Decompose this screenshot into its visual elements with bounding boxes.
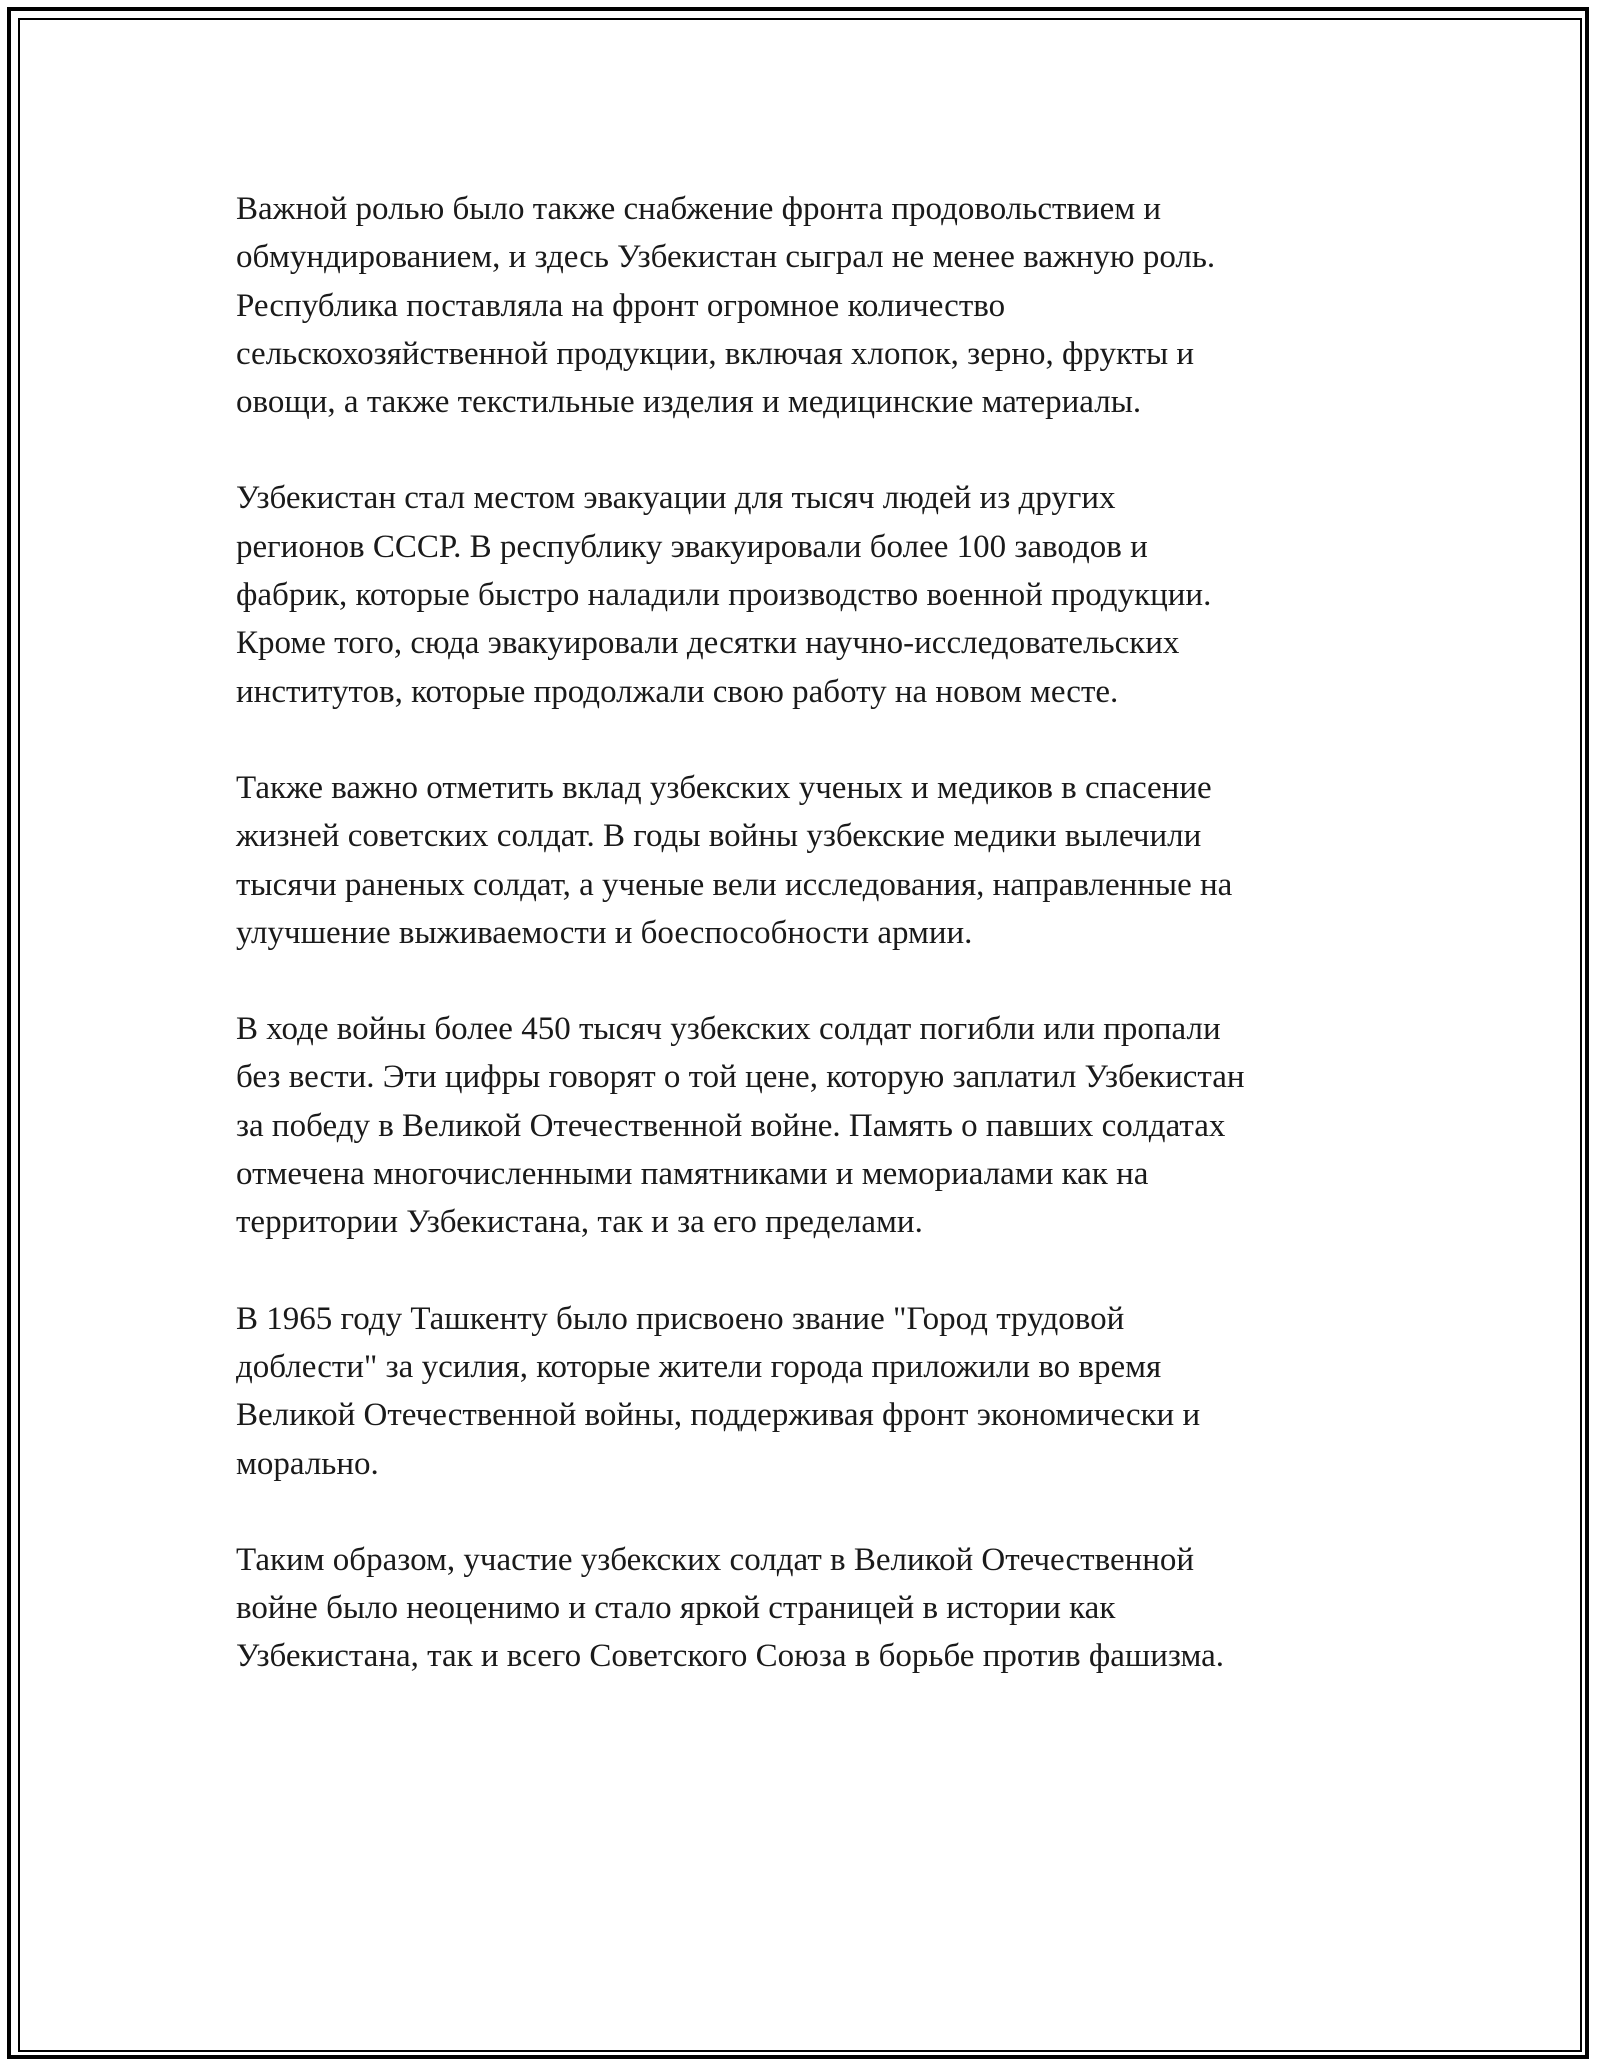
paragraph-losses xyxy=(236,1005,1416,1246)
text-line: регионов СССР. В республику эвакуировали более 100 заводов и xyxy=(236,528,1148,565)
text-line: улучшение выживаемости и боеспособности армии. xyxy=(236,914,973,951)
text-line: отмечена многочисленными памятниками и мемориалами как на xyxy=(236,1156,1149,1193)
text-line: В ходе войны более 450 тысяч узбекских солдат погибли или пропали xyxy=(236,1011,1221,1048)
text-line: В 1965 году Ташкенту было присвоено звание "Город трудовой xyxy=(236,1300,1125,1337)
paragraph-conclusion xyxy=(236,1536,1416,1681)
text-line: за победу в Великой Отечественной войне. Память о павших солдатах xyxy=(236,1107,1226,1144)
text-line: Республика поставляла на фронт огромное количество xyxy=(236,287,1006,324)
text-line: войне было неоценимо и стало яркой страницей в истории как xyxy=(236,1590,1116,1627)
text-line: сельскохозяйственной продукции, включая хлопок, зерно, фрукты и xyxy=(236,335,1195,372)
text-line: Великой Отечественной войны, поддерживая фронт экономически и xyxy=(236,1397,1201,1434)
text-line: обмундированием, и здесь Узбекистан сыграл не менее важную роль. xyxy=(236,239,1216,276)
paragraph-tashkent-title xyxy=(236,1295,1416,1488)
paragraph-food-supply xyxy=(236,185,1416,426)
paragraph-scientists-medics xyxy=(236,764,1416,957)
text-line: Таким образом, участие узбекских солдат в Великой Отечественной xyxy=(236,1541,1195,1578)
text-line: Также важно отметить вклад узбекских ученых и медиков в спасение xyxy=(236,769,1212,806)
text-line: территории Узбекистана, так и за его пределами. xyxy=(236,1204,923,1241)
text-line: тысячи раненых солдат, а ученые вели исследования, направленные на xyxy=(236,866,1233,903)
text-line: Узбекистана, так и всего Советского Союза в борьбе против фашизма. xyxy=(236,1638,1225,1675)
text-line: Узбекистан стал местом эвакуации для тысяч людей из других xyxy=(236,480,1116,517)
text-line: доблести" за усилия, которые жители города приложили во время xyxy=(236,1348,1162,1385)
text-line: институтов, которые продолжали свою работу на новом месте. xyxy=(236,673,1119,710)
text-line: жизней советских солдат. В годы войны узбекские медики вылечили xyxy=(236,818,1202,855)
text-line: фабрик, которые быстро наладили производство военной продукции. xyxy=(236,577,1212,614)
document-body xyxy=(236,185,1416,1729)
text-line: Важной ролью было также снабжение фронта продовольствием и xyxy=(236,191,1162,227)
text-line: овощи, а также текстильные изделия и медицинские материалы. xyxy=(236,384,1142,421)
paragraph-evacuation xyxy=(236,474,1416,715)
text-line: морально. xyxy=(236,1445,379,1482)
text-line: без вести. Эти цифры говорят о той цене, которую заплатил Узбекистан xyxy=(236,1059,1245,1096)
text-line: Кроме того, сюда эвакуировали десятки научно-исследовательских xyxy=(236,625,1180,662)
